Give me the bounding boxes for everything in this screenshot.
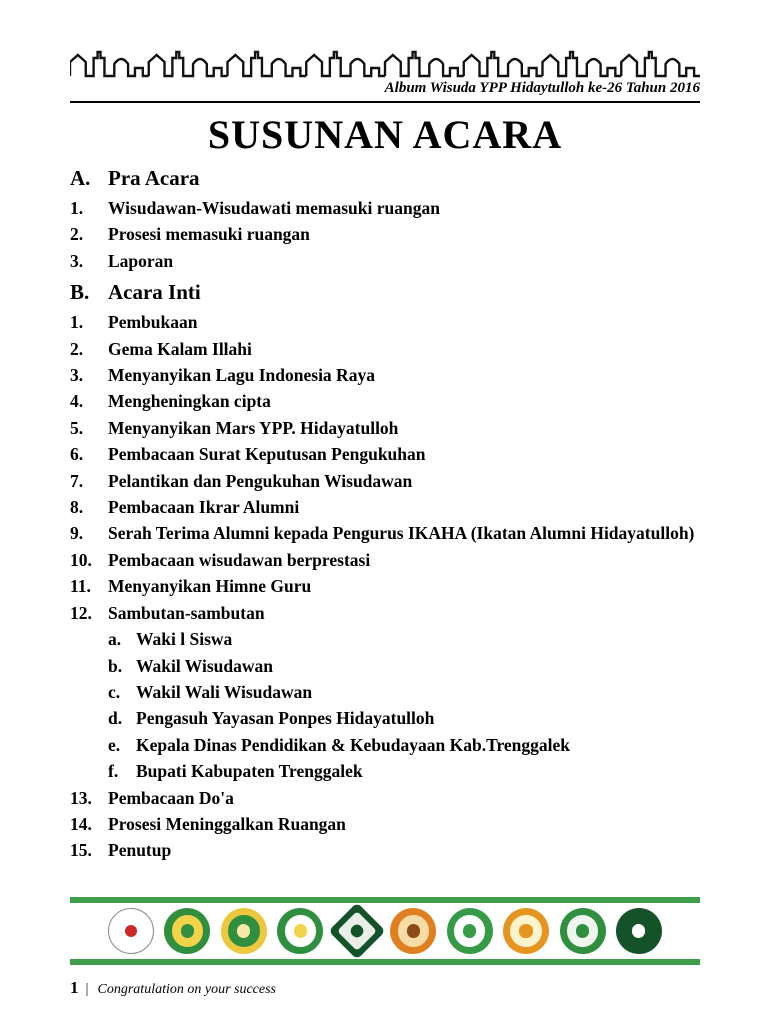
subitem-letter: a. [108, 629, 122, 650]
logo-orange-dome [390, 908, 436, 954]
logo-tk-pertiwi-center [125, 925, 138, 938]
logo-calligraphy [616, 908, 662, 954]
sub-list-item [70, 732, 700, 758]
logo-gold-badge-center [519, 924, 532, 937]
item-text: Laporan [108, 250, 174, 271]
agenda [70, 163, 700, 864]
subitem-letter: c. [108, 681, 121, 702]
list-item [70, 415, 700, 441]
logo-tk-pertiwi-ring [116, 916, 146, 946]
item-text: Menyanyikan Mars YPP. Hidayatulloh [108, 417, 399, 438]
item-text: Pembacaan wisudawan berprestasi [108, 549, 371, 570]
logo-green-open-book-ring [285, 915, 316, 946]
item-text: Prosesi memasuki ruangan [108, 224, 310, 245]
item-number: 3. [70, 365, 84, 386]
skyline-border-illustration [70, 48, 700, 78]
logo-green-ponpes-ring [567, 915, 598, 946]
list-item [70, 573, 700, 599]
footer-separator: | [85, 981, 89, 997]
logo-gold-badge [503, 908, 549, 954]
list-item [70, 195, 700, 221]
logo-gold-circle-center [237, 924, 250, 937]
list-item [70, 811, 700, 837]
section-heading [70, 277, 700, 307]
logo-orange-dome-center [407, 924, 420, 937]
logo-green-open-book [277, 908, 323, 954]
logo-green-shield-center [181, 924, 194, 937]
subitem-text: Waki l Siswa [136, 629, 233, 650]
item-text: Pelantikan dan Pengukuhan Wisudawan [108, 470, 413, 491]
subitem-text: Kepala Dinas Pendidikan & Kebudayaan Kab.Trenggalek [136, 734, 571, 755]
logo-green-ponpes-center [576, 924, 589, 937]
logo-gold-circle-ring [228, 915, 259, 946]
item-text: Pembacaan Ikrar Alumni [108, 497, 300, 518]
logo-dark-green-ornament-center [349, 923, 365, 939]
item-number: 8. [70, 497, 84, 518]
section-label: A. [70, 166, 91, 190]
logo-green-madrasah [447, 908, 493, 954]
item-text: Penutup [108, 840, 172, 861]
item-number: 5. [70, 417, 84, 438]
page-title: SUSUNAN ACARA [207, 112, 563, 157]
logo-gold-circle [221, 908, 267, 954]
list-item [70, 221, 700, 247]
logo-calligraphy-ring [623, 915, 654, 946]
subitem-text: Pengasuh Yayasan Ponpes Hidayatulloh [136, 708, 435, 729]
list-item [70, 837, 700, 863]
section-title: Pra Acara [108, 166, 200, 190]
item-text: Pembacaan Do'a [108, 787, 234, 808]
item-text: Mengheningkan cipta [108, 391, 271, 412]
logo-orange-dome-ring [398, 915, 429, 946]
list-item [70, 309, 700, 335]
green-bar-bottom [70, 959, 700, 965]
list-item [70, 494, 700, 520]
footer-tagline: Congratulation on your success [97, 982, 277, 997]
logo-green-open-book-center [294, 924, 307, 937]
sub-list-item [70, 758, 700, 784]
list-item [70, 600, 700, 626]
logo-green-shield-ring [172, 915, 203, 946]
page-footer [70, 978, 276, 998]
subitem-letter: e. [108, 734, 121, 755]
list-item [70, 362, 700, 388]
item-number: 11. [70, 576, 91, 597]
item-number: 1. [70, 198, 84, 218]
logo-dark-green-ornament [328, 902, 385, 959]
sub-list-item [70, 626, 700, 652]
subitem-letter: f. [108, 761, 119, 782]
item-text: Gema Kalam Illahi [108, 338, 252, 359]
footer-band [70, 897, 700, 965]
list-item [70, 248, 700, 274]
logo-green-madrasah-center [463, 924, 476, 937]
item-text: Sambutan-sambutan [108, 602, 265, 623]
list-item [70, 388, 700, 414]
album-title-text: Album Wisuda YPP Hidaytulloh ke-26 Tahun 2016 [384, 80, 700, 96]
item-number: 7. [70, 470, 84, 491]
item-number: 2. [70, 224, 84, 245]
item-number: 15. [70, 840, 92, 861]
item-number: 14. [70, 813, 92, 834]
item-number: 6. [70, 444, 84, 465]
item-text: Wisudawan-Wisudawati memasuki ruangan [108, 198, 440, 218]
logo-green-shield [164, 908, 210, 954]
item-text: Serah Terima Alumni kepada Pengurus IKAHA (Ikatan Alumni Hidayatulloh) [108, 523, 695, 544]
list-item [70, 468, 700, 494]
logo-green-ponpes [560, 908, 606, 954]
list-item [70, 520, 700, 546]
subitem-text: Wakil Wali Wisudawan [136, 681, 313, 702]
item-text: Prosesi Meninggalkan Ruangan [108, 813, 346, 834]
logo-green-madrasah-ring [454, 915, 485, 946]
sub-list-item [70, 679, 700, 705]
sub-list-item [70, 705, 700, 731]
logo-gold-badge-ring [510, 915, 541, 946]
item-text: Menyanyikan Lagu Indonesia Raya [108, 365, 375, 386]
list-item [70, 441, 700, 467]
subitem-letter: d. [108, 708, 123, 729]
subitem-letter: b. [108, 655, 123, 676]
list-item [70, 336, 700, 362]
logo-calligraphy-center [632, 924, 645, 937]
page-number: 1 [70, 978, 79, 997]
sub-list-item [70, 653, 700, 679]
item-number: 12. [70, 602, 92, 623]
section-heading [70, 163, 700, 193]
logo-tk-pertiwi [108, 908, 154, 954]
list-item [70, 547, 700, 573]
section-label: B. [70, 280, 90, 305]
logo-dark-green-ornament-ring [337, 912, 376, 951]
item-number: 13. [70, 787, 92, 808]
item-text: Menyanyikan Himne Guru [108, 576, 312, 597]
subitem-text: Bupati Kabupaten Trenggalek [136, 761, 363, 782]
item-number: 1. [70, 312, 84, 333]
item-text: Pembacaan Surat Keputusan Pengukuhan [108, 444, 426, 465]
logo-strip [70, 903, 700, 959]
section-title: Acara Inti [108, 280, 201, 305]
subitem-text: Wakil Wisudawan [136, 655, 273, 676]
item-text: Pembukaan [108, 312, 198, 333]
item-number: 10. [70, 549, 92, 570]
item-number: 2. [70, 338, 84, 359]
item-number: 4. [70, 391, 84, 412]
running-header [70, 80, 700, 103]
item-number: 3. [70, 250, 84, 271]
list-item [70, 785, 700, 811]
item-number: 9. [70, 523, 84, 544]
